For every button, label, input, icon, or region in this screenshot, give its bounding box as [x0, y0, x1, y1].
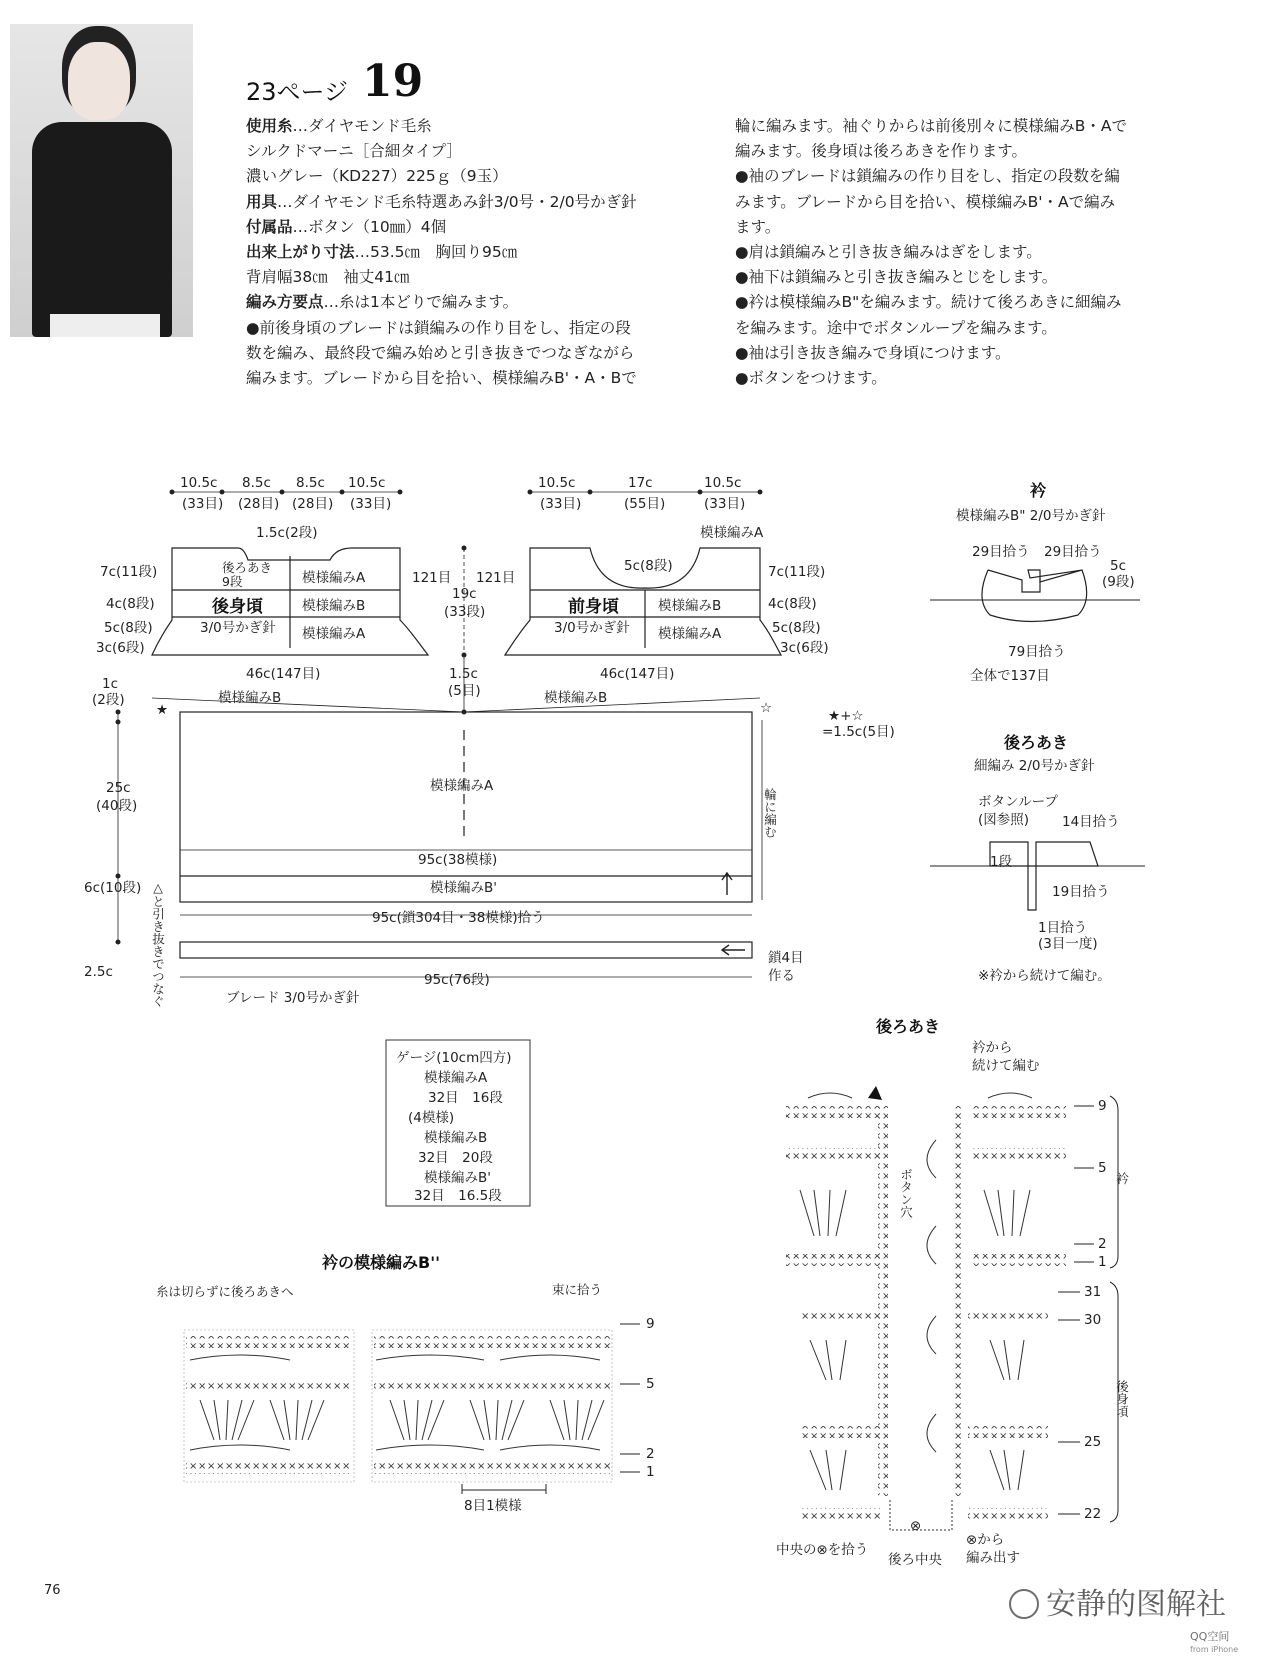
armhole-depth: 19c: [452, 586, 477, 602]
front-right-7: 7c(11段): [768, 564, 826, 580]
size-value: …53.5㎝ 胸回り95㎝: [354, 242, 518, 261]
front-top-pattern: 模様編みA: [700, 525, 764, 541]
gauge-line: (4模様): [408, 1110, 455, 1126]
yarn-color: 濃いグレー（KD227）225ｇ（9玉）: [246, 167, 508, 186]
instruction-line: ●前後身頃のブレードは鎖編みの作り目をし、指定の段: [246, 318, 631, 337]
front-piece-name: 前身頃: [568, 597, 619, 617]
instruction-line: 輪に編みます。袖ぐりからは前後別々に模様編みB・Aで: [735, 117, 1127, 135]
left-1c: 1c: [102, 676, 119, 692]
instruction-line: みます。ブレードから目を拾い、模様編みB'・Aで編み: [735, 192, 1116, 211]
body-labels: [84, 475, 895, 1008]
back-opening-subtitle: 細編み 2/0号かぎ針: [974, 758, 1095, 774]
pick-center-label: 中央の⊗を拾う: [776, 1542, 869, 1558]
back-width: 46c(147目): [246, 666, 321, 682]
opening-row-22: 22: [1084, 1506, 1102, 1522]
yarn-label: 使用糸: [246, 117, 293, 135]
back-top-sts-3: (28目): [292, 496, 334, 512]
method-value: …糸は1本どりで編みます。: [323, 293, 519, 312]
pattern-number: 19: [362, 56, 424, 107]
front-sts-121: 121目: [476, 570, 516, 586]
front-top-dim-3: 10.5c: [704, 475, 742, 491]
front-right-4: 4c(8段): [768, 596, 817, 612]
collar-total: 全体で137目: [970, 668, 1050, 684]
body-width: 95c(38模様): [418, 852, 498, 868]
back-top-sts-2: (28目): [238, 496, 280, 512]
row-1: 1段: [990, 854, 1013, 870]
front-width: 46c(147目): [600, 666, 675, 682]
body-pickup: 95c(鎖304目・38模様)拾う: [372, 910, 545, 926]
back-opening-title: 後ろあき: [1004, 733, 1069, 752]
front-top-sts-1: (33目): [540, 496, 582, 512]
opening-chart-note: 衿から: [972, 1040, 1013, 1056]
gauge-line: 32目 20段: [418, 1150, 493, 1166]
collar-chart-note-right: 束に拾う: [552, 1282, 603, 1297]
opening-row-30: 30: [1084, 1312, 1102, 1328]
front-right-5: 5c(8段): [772, 620, 821, 636]
back-pattern-a2: 模様編みA: [302, 626, 366, 642]
star-black: ★: [156, 702, 169, 718]
front-top-dim-1: 10.5c: [538, 475, 576, 491]
accessory-label: 付属品: [246, 217, 293, 236]
instruction-line: ●袖のブレードは鎖編みの作り目をし、指定の段数を編: [735, 167, 1120, 186]
back-needle: 3/0号かぎ針: [200, 620, 276, 636]
pick-14: 14目拾う: [1062, 814, 1120, 830]
back-opening-note: ※衿から続けて編む。: [978, 968, 1111, 984]
opening-row-2: 2: [1098, 1236, 1107, 1252]
armhole-gap-sts: (5目): [448, 683, 481, 699]
pick-19: 19目拾う: [1052, 884, 1110, 900]
star-white: ☆: [760, 700, 773, 716]
left-25c-rows: (40段): [96, 798, 138, 814]
front-bottom-pattern: 模様編みB: [544, 690, 608, 706]
qq-label: QQ空间: [1190, 1630, 1230, 1643]
collar-chart-repeat: 8目1模様: [464, 1498, 522, 1514]
back-top-sts-4: (33目): [350, 496, 392, 512]
instruction-line: を編みます。途中でボタンループを編みます。: [735, 318, 1057, 337]
wechat-icon: [1010, 1590, 1038, 1618]
instruction-line: 編みます。後身頃は後ろあきを作ります。: [735, 142, 1028, 161]
back-top-dim-4: 10.5c: [348, 475, 386, 491]
front-top-dim-2: 17c: [628, 475, 653, 491]
watermark-text: 安静的图解社: [1046, 1587, 1226, 1622]
back-left-3: 3c(6段): [96, 640, 145, 656]
size-value-2: 背肩幅38㎝ 袖丈41㎝: [246, 268, 410, 287]
gauge-line: 模様編みB': [424, 1170, 491, 1186]
instruction-line: ●袖は引き抜き編みで身頃につけます。: [735, 343, 1011, 362]
collar-subtitle: 模様編みB" 2/0号かぎ針: [956, 508, 1106, 524]
back-left-4: 4c(8段): [106, 596, 155, 612]
back-pattern-b: 模様編みB: [302, 598, 366, 614]
back-left-5: 5c(8段): [104, 620, 153, 636]
braid-label: ブレード 3/0号かぎ針: [226, 990, 360, 1006]
left-1c-rows: (2段): [92, 692, 125, 708]
opening-body-side: 後身頃: [1114, 1380, 1130, 1418]
instruction-line: 編みます。ブレードから目を拾い、模様編みB'・A・Bで: [246, 368, 637, 387]
back-left-7: 7c(11段): [100, 564, 158, 580]
opening-chart-title: 後ろあき: [876, 1017, 941, 1036]
back-neck: 1.5c(2段): [256, 525, 318, 541]
qq-sub: from iPhone: [1190, 1645, 1239, 1654]
instruction-line: 数を編み、最終段で編み始めと引き抜きでつなぎながら: [246, 343, 635, 362]
back-piece-name: 後身頃: [212, 597, 263, 617]
from-x-label: ⊗から: [966, 1532, 1005, 1548]
collar-side: 5c: [1110, 558, 1127, 574]
opening-row-9: 9: [1098, 1098, 1107, 1114]
gauge-line: 32目 16.5段: [414, 1188, 502, 1204]
back-top-dim-2: 8.5c: [242, 475, 271, 491]
collar-schematic: [930, 481, 1140, 684]
button-loop: ボタンループ: [978, 794, 1058, 810]
instruction-line: ●ボタンをつけます。: [735, 368, 887, 387]
yarn-value: …ダイヤモンド毛糸: [292, 117, 432, 135]
gauge-line: 模様編みA: [424, 1070, 488, 1086]
instruction-line: ●衿は模様編みB"を編みます。続けて後ろあきに細編み: [735, 293, 1122, 312]
from-x-label-2: 編み出す: [966, 1550, 1020, 1566]
tools-label: 用具: [246, 192, 278, 211]
yarn-name: シルクドマーニ［合細タイプ］: [246, 142, 462, 161]
back-bottom-pattern: 模様編みB: [218, 690, 282, 706]
opening-stitch-chart: [776, 1017, 1130, 1568]
opening-row-31: 31: [1084, 1284, 1102, 1300]
pick-1b: (3目一度): [1038, 936, 1098, 952]
opening-collar-side: 衿: [1114, 1172, 1130, 1185]
collar-chart-note-left: 糸は切らずに後ろあきへ: [156, 1284, 294, 1299]
gauge-line: 模様編みB: [424, 1130, 488, 1146]
braid-width: 95c(76段): [424, 972, 490, 988]
armhole-rows: (33段): [444, 604, 486, 620]
braid-chain: 鎖4目: [768, 950, 804, 966]
back-sts-121: 121目: [412, 570, 452, 586]
front-top-sts-2: (55目): [624, 496, 666, 512]
collar-stitch-chart: [156, 1253, 655, 1514]
front-pattern-b: 模様編みB: [658, 598, 722, 614]
left-2-5c: 2.5c: [84, 964, 113, 980]
body-pattern-a: 模様編みA: [430, 778, 494, 794]
gauge-line: 32目 16段: [428, 1090, 503, 1106]
collar-pick-3: 79目拾う: [1008, 644, 1066, 660]
collar-title: 衿: [1030, 481, 1047, 500]
back-center-label: 後ろ中央: [888, 1552, 942, 1568]
method-label: 編み方要点: [246, 293, 324, 312]
watermark: [1010, 1587, 1238, 1654]
accessory-value: …ボタン（10㎜）4個: [292, 217, 447, 236]
collar-chart-title: 衿の模様編みB'': [322, 1253, 440, 1272]
center-x: ⊗: [910, 1518, 922, 1534]
collar-chart-row-5: 5: [646, 1376, 655, 1392]
collar-chart-row-9: 9: [646, 1316, 655, 1332]
front-top-sts-3: (33目): [704, 496, 746, 512]
instruction-line: ●肩は鎖編みと引き抜き編みはぎをします。: [735, 242, 1042, 261]
body-round: 輪に編む: [762, 788, 778, 838]
collar-chart-row-2: 2: [646, 1446, 655, 1462]
buttonhole-label: ボタン穴: [898, 1168, 914, 1218]
gauge-title: ゲージ(10cm四方): [396, 1050, 512, 1066]
opening-chart-note-2: 続けて編む: [972, 1058, 1040, 1074]
body-pattern-b2: 模様編みB': [430, 880, 497, 896]
collar-pick-1: 29目拾う: [972, 544, 1030, 560]
collar-pick-2: 29目拾う: [1044, 544, 1102, 560]
front-right-3: 3c(6段): [780, 640, 829, 656]
back-top-dim-3: 8.5c: [296, 475, 325, 491]
opening-row-5: 5: [1098, 1160, 1107, 1176]
opening-row-1: 1: [1098, 1254, 1107, 1270]
star-formula-1: ★+☆: [828, 708, 864, 724]
join-note: △と引き抜きでつなぐ: [150, 880, 166, 1008]
tools-value: …ダイヤモンド毛糸特選あみ針3/0号・2/0号かぎ針: [277, 192, 637, 211]
star-formula-2: =1.5c(5目): [822, 724, 895, 740]
page-reference: 23ページ: [246, 78, 349, 106]
front-needle: 3/0号かぎ針: [554, 620, 630, 636]
gauge-box: [386, 1040, 530, 1206]
front-pattern-a: 模様編みA: [658, 626, 722, 642]
back-top-dim-1: 10.5c: [180, 475, 218, 491]
collar-side-rows: (9段): [1102, 574, 1135, 590]
armhole-gap: 1.5c: [449, 666, 478, 682]
braid-chain-2: 作る: [768, 968, 795, 984]
page-number: 76: [44, 1583, 61, 1598]
instruction-line: ●袖下は鎖編みと引き抜き編みとじをします。: [735, 268, 1058, 287]
back-opening-label: 後ろあき: [222, 560, 273, 575]
back-opening-schematic: [930, 733, 1145, 984]
button-loop-ref: (図参照): [978, 812, 1030, 828]
body-schematic: [118, 492, 781, 977]
back-top-sts-1: (33目): [182, 496, 224, 512]
back-opening-rows: 9段: [222, 574, 243, 589]
collar-chart-row-1: 1: [646, 1464, 655, 1480]
opening-row-25: 25: [1084, 1434, 1102, 1450]
left-6c: 6c(10段): [84, 880, 142, 896]
pick-1: 1目拾う: [1038, 920, 1088, 936]
front-neck: 5c(8段): [624, 558, 673, 574]
left-25c: 25c: [106, 780, 131, 796]
instruction-line: ます。: [735, 217, 781, 236]
size-label: 出来上がり寸法: [246, 242, 355, 261]
back-pattern-a1: 模様編みA: [302, 570, 366, 586]
